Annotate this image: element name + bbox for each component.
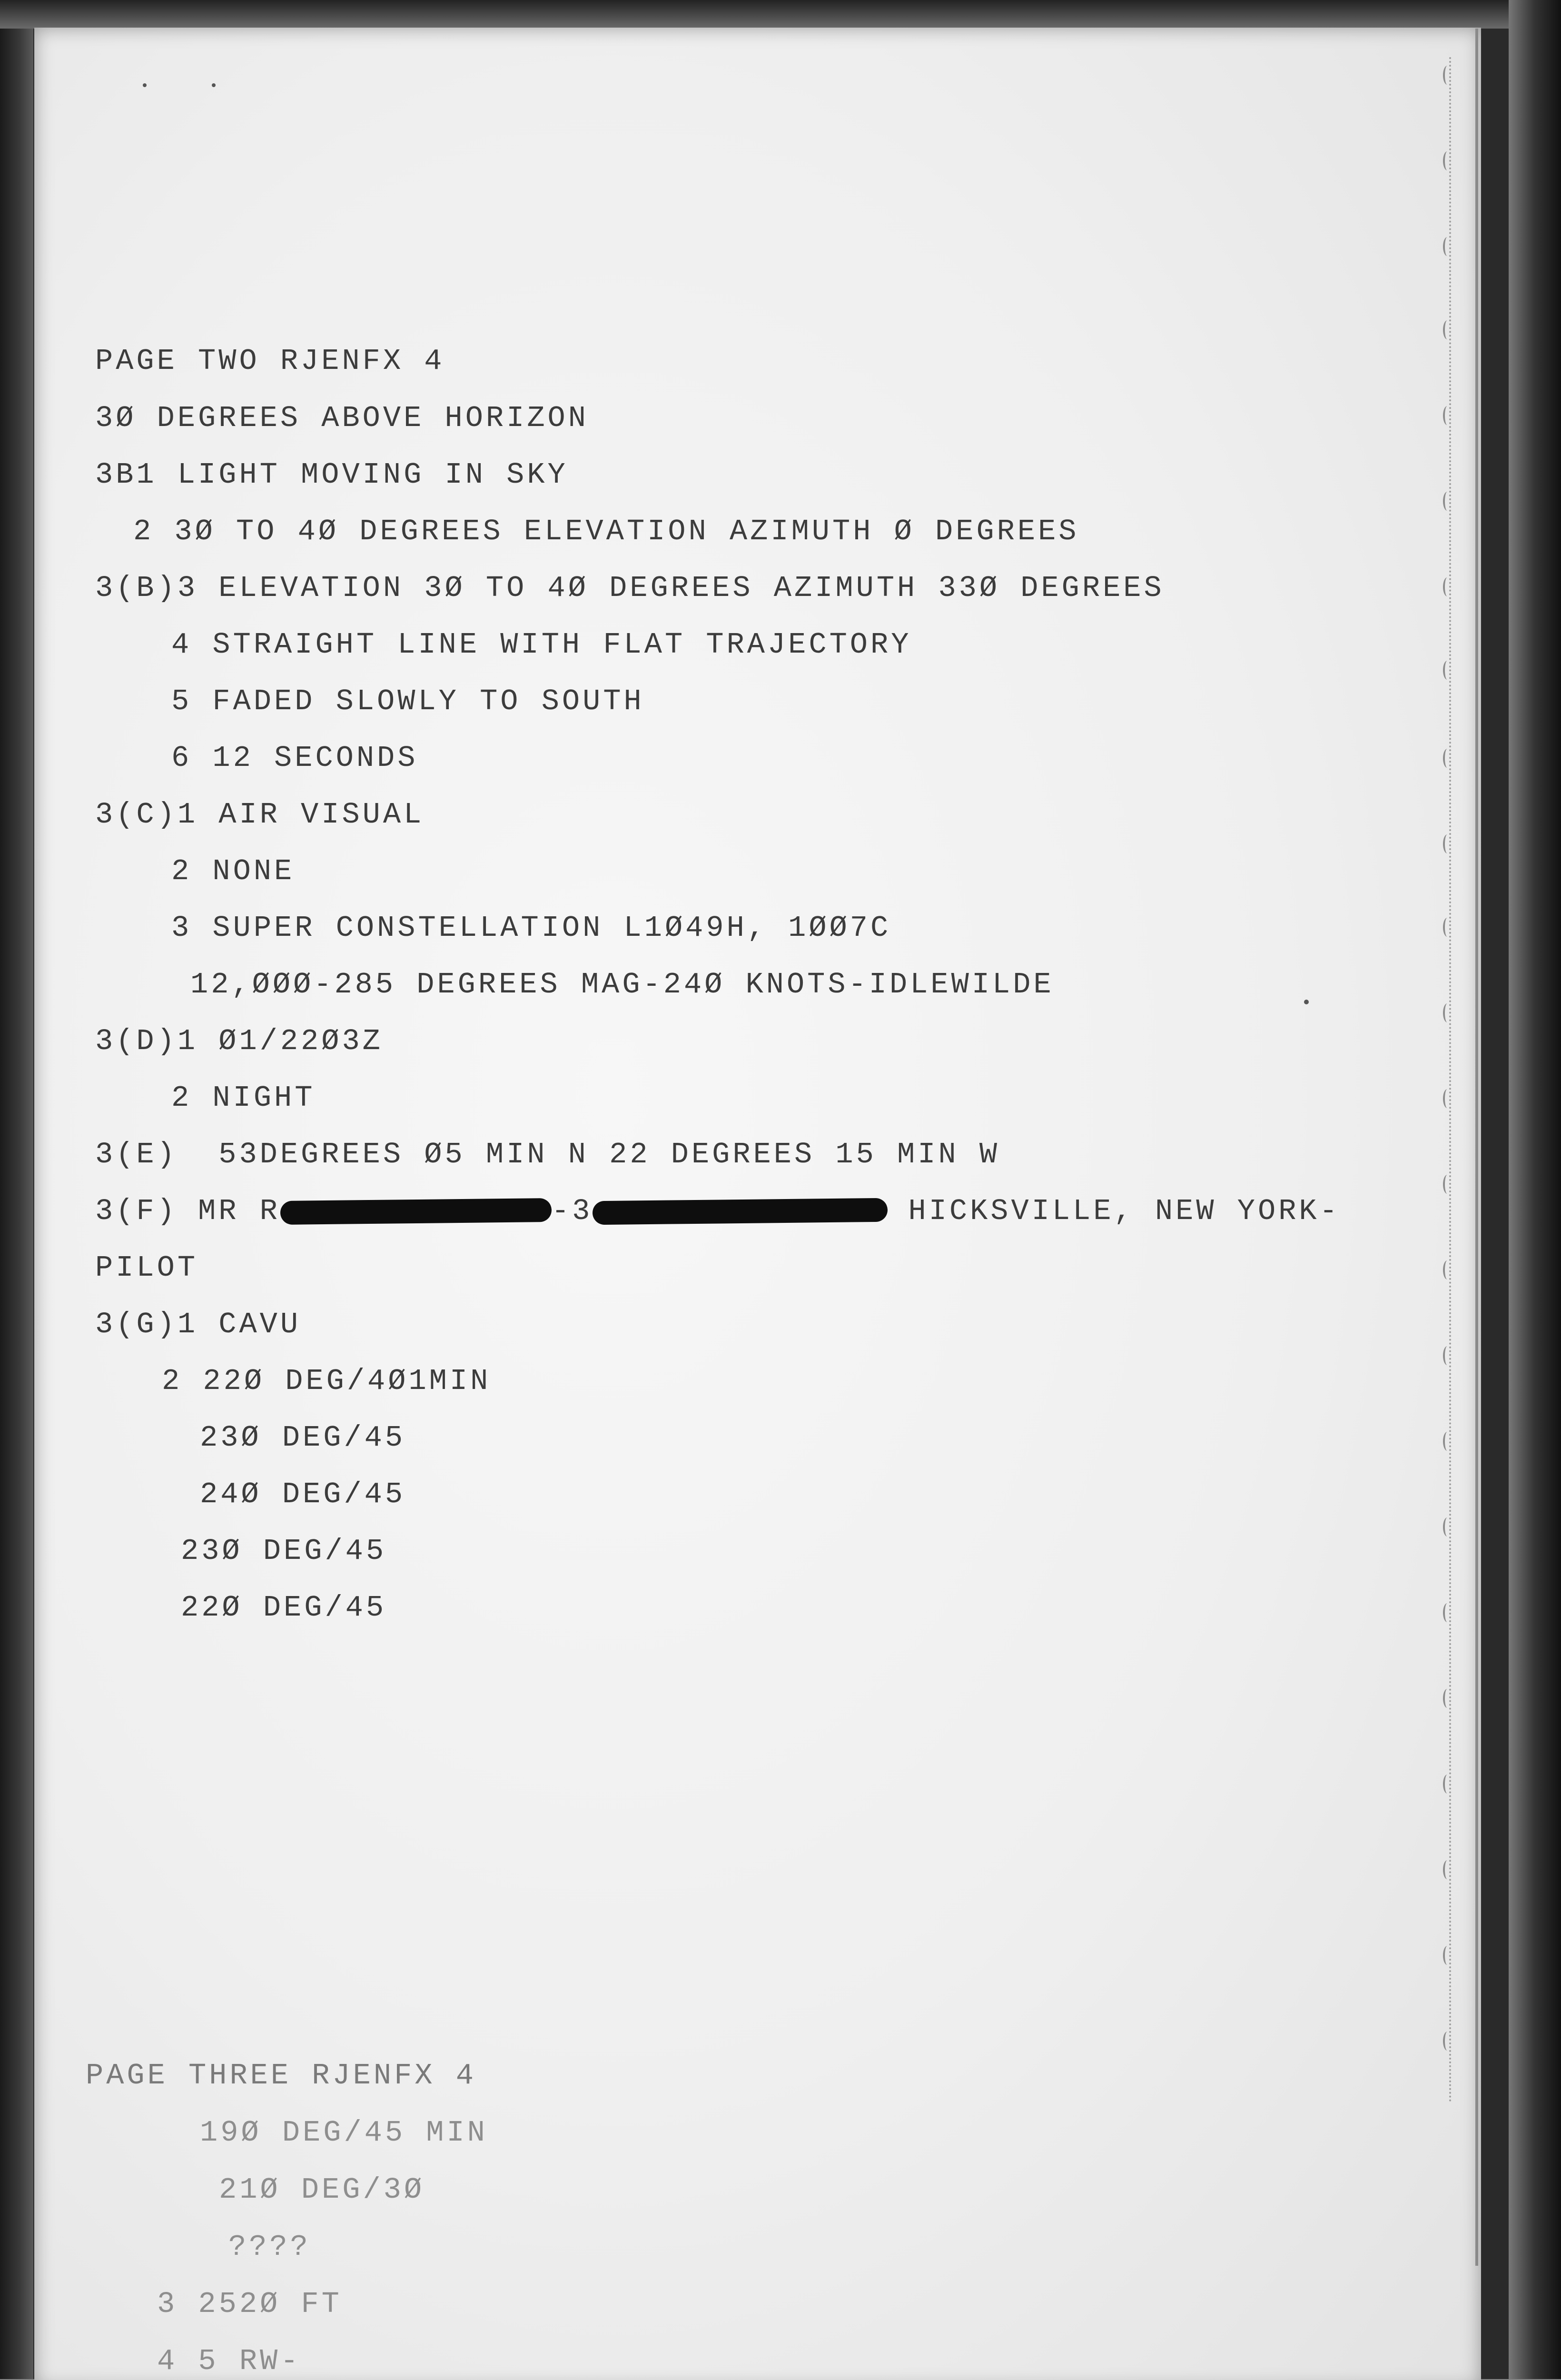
witness-suffix: HICKSVILLE, NEW YORK- (888, 1194, 1340, 1228)
text-line: 23Ø DEG/45 (181, 1534, 387, 1568)
page-two-header: PAGE TWO RJENFX 4 (95, 344, 445, 378)
text-line: 4 STRAIGHT LINE WITH FLAT TRAJECTORY (171, 628, 912, 662)
redaction-bar (280, 1198, 552, 1225)
page-three-header: PAGE THREE RJENFX 4 (86, 2059, 476, 2092)
text-line: 19Ø DEG/45 MIN (200, 2116, 488, 2150)
text-line: 22Ø DEG/45 (181, 1591, 387, 1625)
text-line: 3 252Ø FT (157, 2287, 342, 2321)
text-line: 3(D)1 Ø1/22Ø3Z (95, 1024, 383, 1058)
text-line: 6 12 SECONDS (171, 741, 418, 775)
text-line: 2 22Ø DEG/4Ø1MIN (162, 1364, 491, 1398)
text-line: 2 NIGHT (171, 1081, 316, 1115)
text-line: 4 5 RW- (157, 2344, 301, 2378)
text-line: 5 FADED SLOWLY TO SOUTH (171, 684, 644, 718)
text-line: 3(C)1 AIR VISUAL (95, 798, 425, 832)
text-line: 3Ø DEGREES ABOVE HORIZON (95, 401, 589, 435)
text-line: 21Ø DEG/3Ø (219, 2173, 425, 2207)
text-line: 3B1 LIGHT MOVING IN SKY (95, 458, 568, 492)
text-line: PILOT (95, 1251, 198, 1285)
text-line: 2 NONE (171, 854, 295, 888)
text-line: 12,ØØØ-285 DEGREES MAG-24Ø KNOTS-IDLEWILDE (190, 968, 1054, 1002)
text-line: 3(G)1 CAVU (95, 1308, 301, 1341)
text-line: 23Ø DEG/45 (200, 1421, 406, 1455)
text-line: ???? (228, 2230, 311, 2264)
witness-middle: -3 (551, 1194, 593, 1228)
text-line: 3 SUPER CONSTELLATION L1Ø49H, 1ØØ7C (171, 911, 891, 945)
text-line: 2 3Ø TO 4Ø DEGREES ELEVATION AZIMUTH Ø DEGREES (133, 515, 1079, 548)
text-line: 3(B)3 ELEVATION 3Ø TO 4Ø DEGREES AZIMUTH 33Ø DEGREES (95, 571, 1165, 605)
text-line: 24Ø DEG/45 (200, 1478, 406, 1511)
text-line: 3(E) 53DEGREES Ø5 MIN N 22 DEGREES 15 MIN W (95, 1138, 1000, 1171)
witness-prefix: 3(F) MR R (95, 1194, 280, 1228)
witness-line (95, 1194, 1340, 1228)
redaction-bar (593, 1198, 888, 1224)
